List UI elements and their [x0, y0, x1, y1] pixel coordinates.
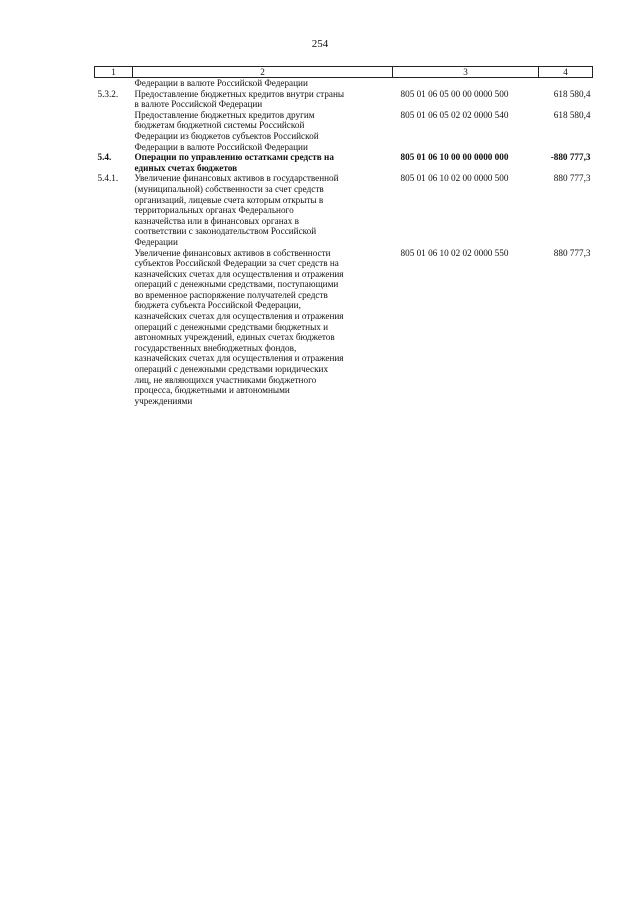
- amount: 880 777,3: [553, 173, 591, 184]
- budget-code: 805 01 06 05 00 00 0000 500: [400, 88, 509, 99]
- row-description: [133, 89, 393, 110]
- description-line: (муниципальной) собственности за счет средств: [134, 183, 324, 194]
- row-description: [133, 152, 393, 173]
- description-line: Увеличение финансовых активов в собственности: [134, 247, 331, 258]
- amount: 618 580,4: [553, 88, 591, 99]
- row-number: 5.3.2.: [97, 88, 119, 99]
- row-number: 5.4.: [97, 152, 112, 163]
- description-line: казначейства или в финансовых органах в: [134, 215, 299, 226]
- description-line: казначейских счетах для осуществления и отражения: [134, 353, 344, 364]
- table-row: [95, 248, 593, 407]
- description-line: лиц, не являющихся участниками бюджетного: [134, 374, 317, 385]
- description-line: бюджетам бюджетной системы Российской: [134, 120, 305, 131]
- description-line: операций с денежными средствами юридических: [134, 364, 329, 375]
- description-line: Федерации в валюте Российской Федерации: [134, 78, 308, 88]
- column-header-1: 1: [95, 67, 133, 78]
- table-header: [95, 67, 593, 78]
- description-line: Предоставление бюджетных кредитов другим: [134, 109, 315, 120]
- row-description: [133, 78, 393, 89]
- table-row: [95, 173, 593, 247]
- row-description: [133, 110, 393, 152]
- table-row: [95, 78, 593, 89]
- description-line: учреждениями: [134, 395, 193, 406]
- description-line: Операции по управлению остатками средств на: [134, 152, 334, 163]
- budget-table: [94, 66, 593, 406]
- budget-code: 805 01 06 10 02 00 0000 500: [400, 173, 509, 184]
- column-header-4: 4: [539, 67, 593, 78]
- description-line: Федерации в валюте Российской Федерации: [134, 141, 308, 152]
- row-number: [95, 110, 133, 152]
- description-line: Увеличение финансовых активов в государственной: [134, 173, 339, 184]
- description-line: организаций, лицевые счета которым открыты в: [134, 194, 324, 205]
- description-line: в валюте Российской Федерации: [134, 99, 263, 110]
- description-line: операций с денежными средствами бюджетных и: [134, 321, 329, 332]
- amount: [539, 78, 593, 89]
- budget-code: 805 01 06 10 00 00 0000 000: [400, 152, 509, 163]
- description-line: единых счетах бюджетов: [134, 162, 238, 173]
- amount: 880 777,3: [553, 247, 591, 258]
- description-line: соответствии с законодательством Российской: [134, 226, 317, 237]
- row-number: 5.4.1.: [97, 173, 119, 184]
- description-line: операций с денежными средствами, поступающими: [134, 279, 339, 290]
- amount: -880 777,3: [550, 152, 591, 163]
- description-line: во временное распоряжение получателей средств: [134, 289, 328, 300]
- budget-code: 805 01 06 10 02 02 0000 550: [400, 247, 509, 258]
- page-number: 254: [311, 38, 329, 50]
- description-line: казначейских счетах для осуществления и отражения: [134, 311, 344, 322]
- column-header-3: 3: [393, 67, 539, 78]
- description-line: процесса, бюджетными и автономными: [134, 385, 290, 396]
- budget-code: [393, 78, 539, 89]
- table-row: [95, 110, 593, 152]
- description-line: бюджета субъекта Российской Федерации,: [134, 300, 301, 311]
- description-line: субъектов Российской Федерации за счет средств на: [134, 258, 339, 269]
- row-description: [133, 173, 393, 247]
- description-line: Федерации из бюджетов субъектов Российской: [134, 130, 319, 141]
- description-line: Федерации: [134, 236, 178, 247]
- header-row: [95, 67, 593, 78]
- amount: 618 580,4: [553, 109, 591, 120]
- description-line: государственных внебюджетных фондов,: [134, 342, 297, 353]
- description-line: автономных учреждений, единых счетах бюджетов: [134, 332, 335, 343]
- budget-code: 805 01 06 05 02 02 0000 540: [400, 109, 509, 120]
- table-row: [95, 89, 593, 110]
- column-header-2: 2: [133, 67, 393, 78]
- description-line: территориальных органах Федерального: [134, 205, 294, 216]
- description-line: казначейских счетах для осуществления и отражения: [134, 268, 344, 279]
- row-number: [95, 248, 133, 407]
- table-body: [95, 78, 593, 407]
- table-row: [95, 152, 593, 173]
- row-description: [133, 248, 393, 407]
- description-line: Предоставление бюджетных кредитов внутри страны: [134, 88, 345, 99]
- row-number: [95, 78, 133, 89]
